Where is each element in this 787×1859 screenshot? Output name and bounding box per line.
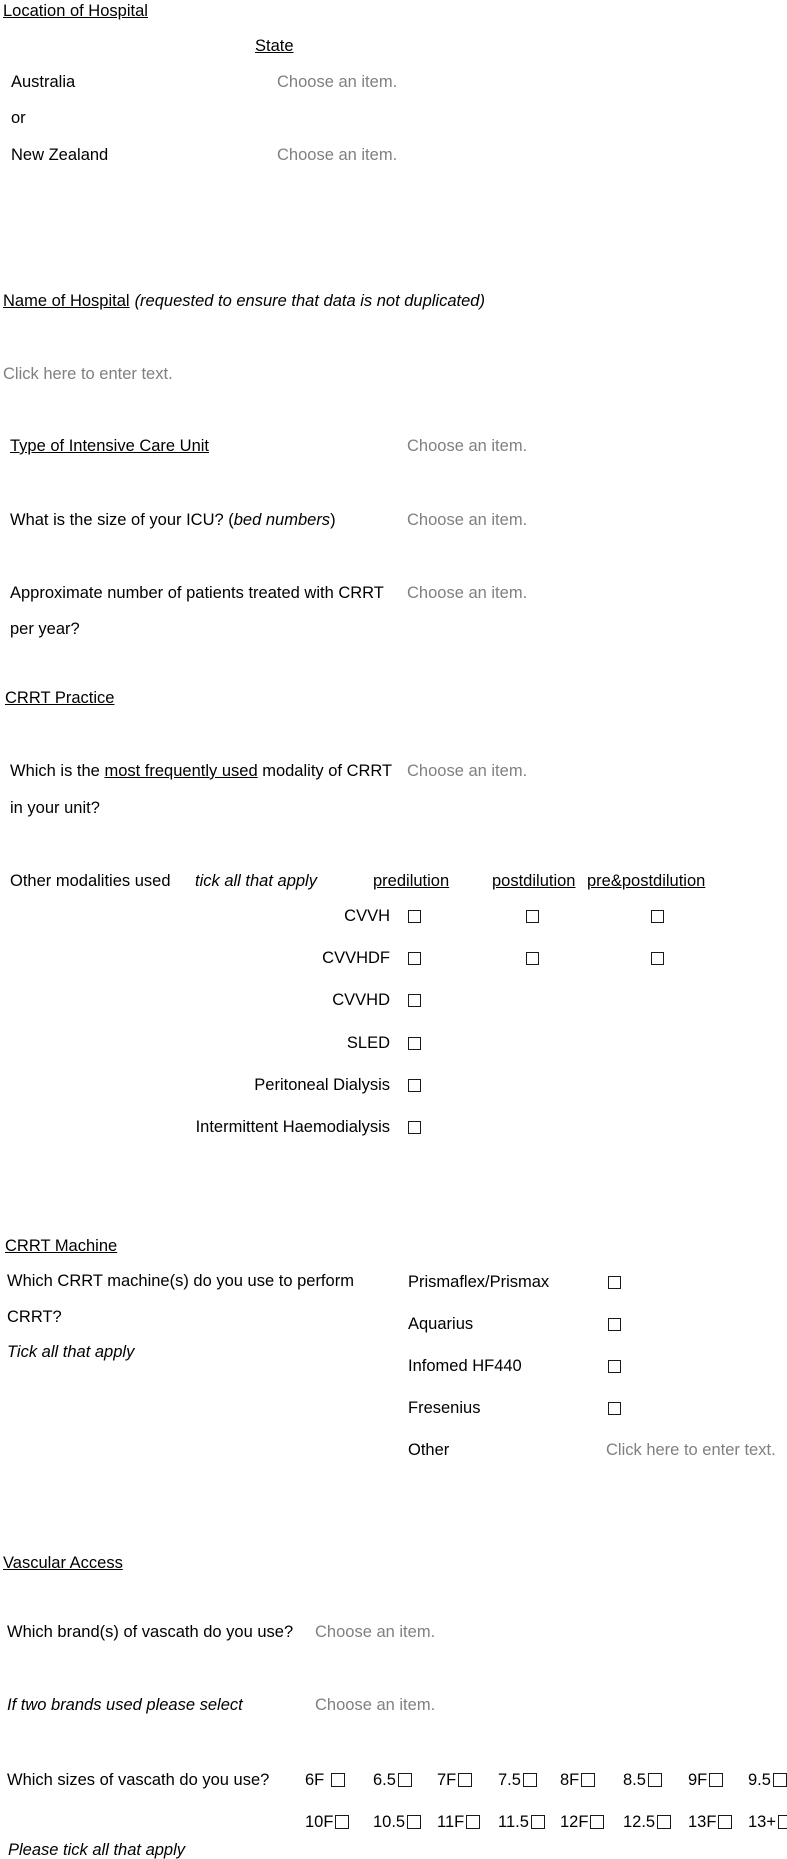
icu-size-prefix: What is the size of your ICU? ( bbox=[10, 511, 234, 529]
label-crrt-patients-line2: per year? bbox=[10, 620, 80, 638]
label-machine-question-line2: CRRT? bbox=[7, 1308, 62, 1326]
column-header-state: State bbox=[255, 37, 294, 55]
icu-type-dropdown[interactable]: Choose an item. bbox=[407, 437, 528, 455]
size-label-13f: 13F bbox=[688, 1813, 717, 1831]
checkbox-machine-prismaflex-prismax[interactable] bbox=[608, 1276, 621, 1289]
size-label-8-5: 8.5 bbox=[623, 1771, 646, 1789]
size-item-8-5 bbox=[623, 1770, 662, 1790]
label-icu-type: Type of Intensive Care Unit bbox=[10, 437, 210, 455]
size-item-13-plus bbox=[748, 1812, 787, 1832]
checkbox-intermittent-haemodialysis-predilution[interactable] bbox=[408, 1121, 421, 1134]
vascath-brand-dropdown[interactable]: Choose an item. bbox=[315, 1623, 436, 1641]
checkbox-size-12f[interactable] bbox=[590, 1815, 604, 1829]
size-item-10-5 bbox=[373, 1812, 421, 1832]
checkbox-size-8-5[interactable] bbox=[648, 1773, 662, 1787]
label-new-zealand: New Zealand bbox=[11, 146, 109, 164]
checkbox-size-6-5[interactable] bbox=[398, 1773, 412, 1787]
checkbox-cvvhdf-pre-postdilution[interactable] bbox=[651, 952, 664, 965]
checkbox-sled-predilution[interactable] bbox=[408, 1037, 421, 1050]
machine-other-input[interactable]: Click here to enter text. bbox=[606, 1441, 776, 1459]
modality-row-label-peritoneal-dialysis: Peritoneal Dialysis bbox=[254, 1076, 390, 1094]
size-item-7f bbox=[437, 1770, 472, 1790]
size-item-8f bbox=[560, 1770, 595, 1790]
tick-note-sizes: Please tick all that apply bbox=[8, 1841, 186, 1859]
size-label-10f: 10F bbox=[305, 1813, 334, 1831]
vascath-two-brands-dropdown[interactable]: Choose an item. bbox=[315, 1696, 436, 1714]
size-item-9f bbox=[688, 1770, 723, 1790]
checkbox-size-6f[interactable] bbox=[331, 1773, 345, 1787]
size-item-7-5 bbox=[498, 1770, 537, 1790]
tick-note-machines: Tick all that apply bbox=[7, 1343, 135, 1361]
checkbox-machine-aquarius[interactable] bbox=[608, 1318, 621, 1331]
size-item-6f bbox=[305, 1770, 345, 1790]
checkbox-size-12-5[interactable] bbox=[657, 1815, 671, 1829]
machine-label-fresenius: Fresenius bbox=[408, 1399, 481, 1417]
label-vascath-brand-question: Which brand(s) of vascath do you use? bbox=[7, 1623, 294, 1641]
machine-label-prismaflex-prismax: Prismaflex/Prismax bbox=[408, 1273, 550, 1291]
state-dropdown-new-zealand[interactable]: Choose an item. bbox=[277, 146, 398, 164]
size-item-6-5 bbox=[373, 1770, 412, 1790]
checkbox-size-8f[interactable] bbox=[581, 1773, 595, 1787]
state-dropdown-australia[interactable]: Choose an item. bbox=[277, 73, 398, 91]
size-label-9-5: 9.5 bbox=[748, 1771, 771, 1789]
modality-row-label-cvvh: CVVH bbox=[344, 907, 390, 925]
machine-label-aquarius: Aquarius bbox=[408, 1315, 474, 1333]
label-two-brands-question: If two brands used please select bbox=[7, 1696, 243, 1714]
column-header-pre-postdilution: pre&postdilution bbox=[587, 872, 706, 890]
checkbox-size-9-5[interactable] bbox=[773, 1773, 787, 1787]
checkbox-size-13f[interactable] bbox=[718, 1815, 732, 1829]
hospital-name-input[interactable]: Click here to enter text. bbox=[3, 365, 173, 383]
size-label-7-5: 7.5 bbox=[498, 1771, 521, 1789]
crrt-patients-dropdown[interactable]: Choose an item. bbox=[407, 584, 528, 602]
modality-dropdown[interactable]: Choose an item. bbox=[407, 762, 528, 780]
label-other-modalities: Other modalities used bbox=[10, 872, 171, 890]
size-item-9-5 bbox=[748, 1770, 787, 1790]
hospital-name-heading-line bbox=[3, 291, 485, 311]
label-vascath-sizes-question: Which sizes of vascath do you use? bbox=[7, 1771, 270, 1789]
checkbox-size-7-5[interactable] bbox=[523, 1773, 537, 1787]
size-label-12-5: 12.5 bbox=[623, 1813, 656, 1831]
machine-label-other: Other bbox=[408, 1441, 450, 1459]
label-crrt-patients-line1: Approximate number of patients treated with CRRT bbox=[10, 584, 384, 602]
size-label-12f: 12F bbox=[560, 1813, 589, 1831]
checkbox-size-13-plus[interactable] bbox=[778, 1815, 787, 1829]
size-label-13-plus: 13+ bbox=[748, 1813, 776, 1831]
checkbox-machine-fresenius[interactable] bbox=[608, 1402, 621, 1415]
checkbox-size-11f[interactable] bbox=[466, 1815, 480, 1829]
label-or: or bbox=[11, 109, 26, 127]
icu-size-suffix: ) bbox=[330, 511, 336, 529]
size-item-11-5 bbox=[498, 1812, 545, 1832]
size-label-6-5: 6.5 bbox=[373, 1771, 396, 1789]
modality-row-label-cvvhd: CVVHD bbox=[332, 991, 390, 1009]
checkbox-cvvh-pre-postdilution[interactable] bbox=[651, 910, 664, 923]
size-item-12f bbox=[560, 1812, 604, 1832]
checkbox-machine-infomed-hf440[interactable] bbox=[608, 1360, 621, 1373]
section-heading-location: Location of Hospital bbox=[3, 2, 148, 20]
checkbox-cvvh-predilution[interactable] bbox=[408, 910, 421, 923]
checkbox-cvvhd-predilution[interactable] bbox=[408, 994, 421, 1007]
icu-size-dropdown[interactable]: Choose an item. bbox=[407, 511, 528, 529]
hospital-name-note: (requested to ensure that data is not duplicated) bbox=[134, 292, 485, 310]
modality-q-prefix: Which is the bbox=[10, 762, 105, 780]
checkbox-size-11-5[interactable] bbox=[531, 1815, 545, 1829]
checkbox-size-10-5[interactable] bbox=[407, 1815, 421, 1829]
label-modality-question-line2: in your unit? bbox=[10, 799, 100, 817]
size-label-6f: 6F bbox=[305, 1771, 325, 1789]
size-item-11f bbox=[437, 1812, 480, 1832]
size-label-11-5: 11.5 bbox=[498, 1813, 529, 1831]
checkbox-cvvhdf-postdilution[interactable] bbox=[526, 952, 539, 965]
size-item-10f bbox=[305, 1812, 349, 1832]
checkbox-cvvh-postdilution[interactable] bbox=[526, 910, 539, 923]
label-australia: Australia bbox=[11, 73, 76, 91]
size-label-10-5: 10.5 bbox=[373, 1813, 406, 1831]
column-header-postdilution: postdilution bbox=[492, 872, 576, 890]
modality-row-label-cvvhdf: CVVHDF bbox=[322, 949, 390, 967]
modality-q-underlined: most frequently used bbox=[104, 762, 258, 780]
checkbox-size-10f[interactable] bbox=[335, 1815, 349, 1829]
icu-size-italic: bed numbers bbox=[233, 511, 331, 529]
modality-q-suffix: modality of CRRT bbox=[257, 762, 393, 780]
size-label-7f: 7F bbox=[437, 1771, 457, 1789]
section-heading-crrt-machine: CRRT Machine bbox=[5, 1237, 118, 1255]
label-modality-question bbox=[10, 761, 392, 781]
label-machine-question-line1: Which CRRT machine(s) do you use to perform bbox=[7, 1272, 354, 1290]
size-label-9f: 9F bbox=[688, 1771, 708, 1789]
checkbox-size-7f[interactable] bbox=[458, 1773, 472, 1787]
checkbox-size-9f[interactable] bbox=[709, 1773, 723, 1787]
modality-row-label-sled: SLED bbox=[346, 1034, 390, 1052]
checkbox-cvvhdf-predilution[interactable] bbox=[408, 952, 421, 965]
column-header-predilution: predilution bbox=[373, 872, 450, 890]
size-label-11f: 11F bbox=[437, 1813, 465, 1831]
section-heading-vascular-access: Vascular Access bbox=[3, 1554, 123, 1572]
section-heading-crrt-practice: CRRT Practice bbox=[5, 689, 115, 707]
size-label-8f: 8F bbox=[560, 1771, 580, 1789]
tick-note-modalities: tick all that apply bbox=[195, 872, 317, 890]
modality-row-label-intermittent-haemodialysis: Intermittent Haemodialysis bbox=[195, 1118, 390, 1136]
size-item-13f bbox=[688, 1812, 732, 1832]
size-item-12-5 bbox=[623, 1812, 671, 1832]
checkbox-peritoneal-dialysis-predilution[interactable] bbox=[408, 1079, 421, 1092]
machine-label-infomed-hf440: Infomed HF440 bbox=[408, 1357, 522, 1375]
section-heading-hospital-name: Name of Hospital bbox=[3, 292, 130, 310]
label-icu-size bbox=[10, 510, 336, 530]
